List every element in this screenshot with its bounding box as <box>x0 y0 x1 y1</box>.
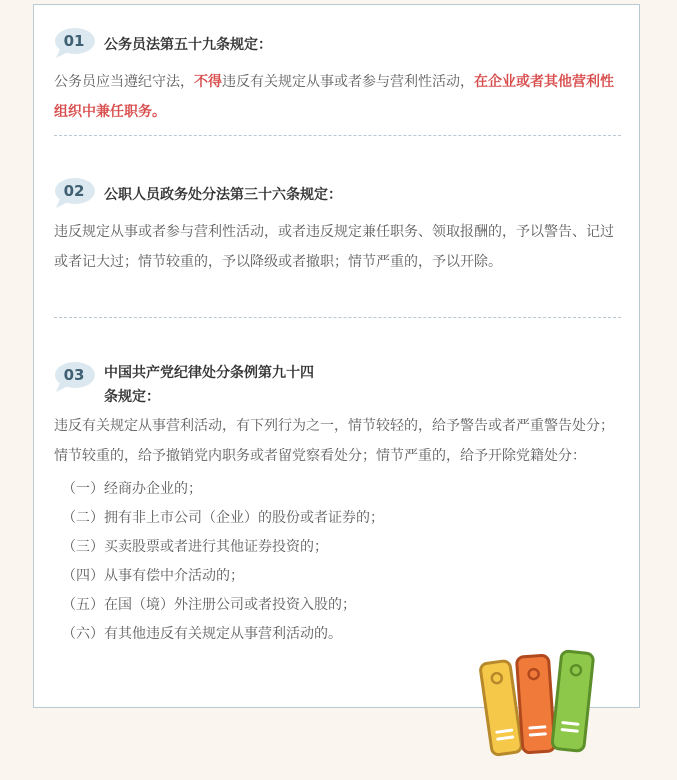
list-item: （二）拥有非上市公司（企业）的股份或者证券的； <box>62 510 384 526</box>
title-line: 中国共产党纪律处分条例第九十四 <box>104 365 314 381</box>
orange-book-icon <box>516 655 555 753</box>
paragraph-text: 公务员应当遵纪守法， <box>54 74 194 90</box>
dashed-divider <box>54 317 621 318</box>
list-item: （一）经商办企业的； <box>62 481 202 497</box>
section-header <box>54 359 624 409</box>
section-header <box>54 25 624 61</box>
section-header <box>54 175 624 211</box>
list-item: （四）从事有偿中介活动的； <box>62 568 244 584</box>
green-book-icon <box>552 651 594 752</box>
section-title: 公务员法第五十九条规定： <box>104 37 272 53</box>
yellow-book-icon <box>480 660 523 755</box>
highlight-text: 在企业或者其他营利性组织中兼任职务。 <box>54 74 614 120</box>
speech-bubble-icon <box>54 359 98 395</box>
section-number: 02 <box>63 182 85 200</box>
violation-list <box>54 475 624 649</box>
list-item: （五）在国（境）外注册公司或者投资入股的； <box>62 597 356 613</box>
speech-bubble-icon <box>54 25 98 61</box>
list-item: （六）有其他违反有关规定从事营利活动的。 <box>62 626 342 642</box>
list-item: （三）买卖股票或者进行其他证券投资的； <box>62 539 328 555</box>
section-title: 公职人员政务处分法第三十六条规定： <box>104 187 342 203</box>
books-illustration <box>478 648 598 767</box>
dashed-divider <box>54 135 621 136</box>
content-card <box>33 4 640 708</box>
speech-bubble-icon <box>54 175 98 211</box>
section-02 <box>54 175 624 277</box>
section-title <box>104 361 314 409</box>
section-01 <box>54 25 624 127</box>
paragraph-text: 违反有关规定从事或者参与营利性活动， <box>222 74 474 90</box>
title-line: 条规定： <box>104 389 160 405</box>
section-paragraph: 违反有关规定从事营利活动，有下列行为之一，情节较轻的，给予警告或者严重警告处分；情节较重的，给予撤销党内职务或者留党察看处分；情节严重的，给予开除党籍处分： <box>54 418 614 464</box>
section-paragraph <box>54 67 624 127</box>
section-paragraph: 违反规定从事或者参与营利性活动，或者违反规定兼任职务、领取报酬的，予以警告、记过或者记大过；情节较重的，予以降级或者撤职；情节严重的，予以开除。 <box>54 224 614 270</box>
section-number: 03 <box>63 366 85 384</box>
section-03 <box>54 359 624 649</box>
section-number: 01 <box>63 32 85 50</box>
highlight-text: 不得 <box>194 74 222 90</box>
